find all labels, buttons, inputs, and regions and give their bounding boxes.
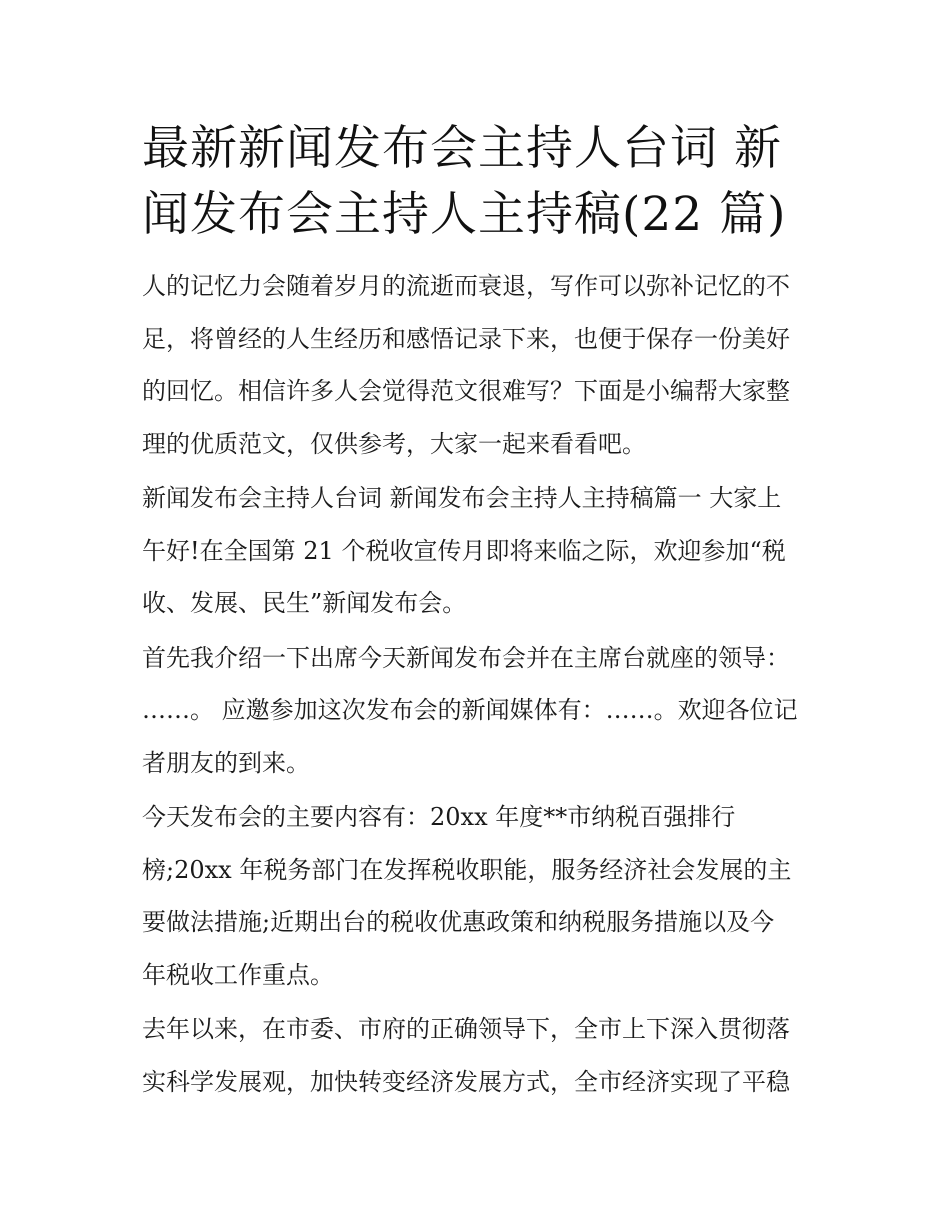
document-title bbox=[142, 116, 822, 248]
paragraph-line: 年税收工作重点。 bbox=[142, 960, 334, 989]
paragraph-line: 人的记忆力会随着岁月的流逝而衰退，写作可以弥补记忆的不 bbox=[142, 272, 790, 300]
paragraph-line: 足，将曾经的人生经历和感悟记录下来，也便于保存一份美好 bbox=[142, 324, 790, 353]
paragraph-line: 实科学发展观，加快转变经济发展方式，全市经济实现了平稳 bbox=[142, 1067, 790, 1096]
paragraph-line: 榜;20xx 年税务部门在发挥税收职能，服务经济社会发展的主 bbox=[142, 855, 792, 884]
paragraph-line: 去年以来，在市委、市府的正确领导下，全市上下深入贯彻落 bbox=[142, 1015, 790, 1043]
paragraph-line: 午好!在全国第 21 个税收宣传月即将来临之际，欢迎参加“税 bbox=[142, 536, 786, 565]
paragraph-agenda bbox=[142, 791, 822, 1001]
paragraph-line: 收、发展、民生”新闻发布会。 bbox=[142, 589, 467, 617]
paragraph-introductions bbox=[142, 632, 822, 790]
paragraph-line: 理的优质范文，仅供参考，大家一起来看看吧。 bbox=[142, 429, 646, 458]
paragraph-line: 今天发布会的主要内容有：20xx 年度**市纳税百强排行 bbox=[142, 803, 736, 831]
paragraph-line: ……。 应邀参加这次发布会的新闻媒体有：……。欢迎各位记 bbox=[142, 696, 798, 724]
paragraph-line: 新闻发布会主持人台词 新闻发布会主持人主持稿篇一 大家上 bbox=[142, 484, 782, 512]
paragraph-line: 的回忆。相信许多人会觉得范文很难写？下面是小编帮大家整 bbox=[142, 377, 790, 405]
paragraph-greeting bbox=[142, 472, 822, 630]
paragraph-line: 要做法措施;近期出台的税收优惠政策和纳税服务措施以及今 bbox=[142, 908, 775, 936]
paragraph-line: 者朋友的到来。 bbox=[142, 748, 310, 777]
paragraph-review bbox=[142, 1003, 822, 1108]
title-line: 闻发布会主持人主持稿(22 篇) bbox=[142, 187, 787, 242]
paragraph-line: 首先我介绍一下出席今天新闻发布会并在主席台就座的领导： bbox=[142, 643, 790, 672]
paragraph-intro bbox=[142, 260, 822, 470]
document-content bbox=[142, 116, 822, 1110]
title-line: 最新新闻发布会主持人台词 新 bbox=[142, 121, 782, 176]
